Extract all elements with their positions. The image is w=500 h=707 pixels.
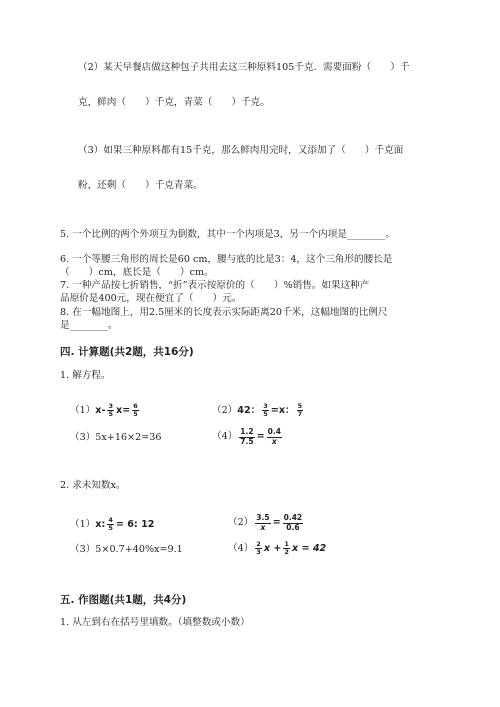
equation-3: （3） 5x+16×2=36 — [70, 432, 162, 443]
fraction: $\frac{1.2}{7.5}$ — [240, 427, 254, 446]
equation-6: （2） $\frac{3.5}{x}$ = $\frac{0.42}{0.6}$ — [228, 513, 303, 532]
fraction: $\frac{2}{3}$ — [256, 540, 261, 556]
section-5-question-1: 1. 从左到右在括号里填数。（填整数或小数） — [60, 617, 250, 628]
fraction: $\frac{6}{5}$ — [133, 402, 138, 418]
equation-4: （4） $\frac{1.2}{7.5}$ = $\frac{0.4}{x}$ — [212, 427, 281, 446]
equation-7: （3） 5×0.7+40%x=9.1 — [70, 544, 183, 555]
q3-line2: 粉，还剩（ ）千克青菜。 — [78, 180, 203, 191]
fraction: $\frac{3.5}{x}$ — [256, 513, 270, 532]
question-6-line1: 6. 一个等腰三角形的周长是60 cm，腰与底的比是3：4，这个三角形的腰长是 — [60, 254, 393, 265]
equation-8: （4） $\frac{2}{3}$ x + $\frac{1}{2}$ x = 42 — [228, 540, 327, 556]
equation-5: （1） x: $\frac{4}{5}$ = 6: 12 — [70, 516, 155, 532]
fraction: $\frac{3}{5}$ — [263, 402, 268, 418]
fraction: $\frac{3}{5}$ — [108, 402, 113, 418]
question-6-line2: （ ）cm，底长是（ ）cm。 — [60, 267, 214, 278]
fraction: $\frac{4}{5}$ — [108, 516, 113, 532]
sub2-title: 2. 求未知数x。 — [60, 480, 126, 491]
sub1-title: 1. 解方程。 — [60, 370, 111, 381]
fraction: $\frac{1}{2}$ — [284, 540, 289, 556]
equation-2: （2） 42： $\frac{3}{5}$ =x： $\frac{5}{7}$ — [212, 402, 303, 418]
q3-line1: （3）如果三种原料都有15千克，那么鲜肉用完时，又添加了（ ）千克面 — [78, 145, 404, 156]
question-8-line2: 是________。 — [60, 320, 118, 331]
section-4-title: 四. 计算题(共2题，共16分) — [60, 346, 194, 358]
question-5: 5. 一个比例的两个外项互为倒数，其中一个内项是3，另一个内项是________。 — [60, 229, 395, 240]
fraction: $\frac{5}{7}$ — [297, 402, 303, 418]
fraction: $\frac{0.42}{0.6}$ — [283, 513, 303, 532]
fraction: $\frac{0.4}{x}$ — [267, 427, 281, 446]
q2-line2: 克，鲜肉（ ）千克，青菜（ ）千克。 — [78, 97, 270, 108]
equation-1: （1） x- $\frac{3}{5}$ x= $\frac{6}{5}$ — [70, 402, 138, 418]
q2-line1: （2）某天早餐店做这种包子共用去这三种原料105千克．需要面粉（ ）千 — [78, 62, 410, 73]
question-7-line2: 品原价是400元，现在便宜了（ ）元。 — [60, 293, 242, 304]
question-8-line1: 8. 在一幅地图上，用2.5厘米的长度表示实际距离20千米，这幅地图的比例尺 — [60, 307, 388, 318]
question-7-line1: 7. 一种产品按七折销售，“折”表示按原价的（ ）%销售。如果这种产 — [60, 280, 370, 291]
section-5-title: 五. 作图题(共1题，共4分) — [60, 594, 187, 606]
